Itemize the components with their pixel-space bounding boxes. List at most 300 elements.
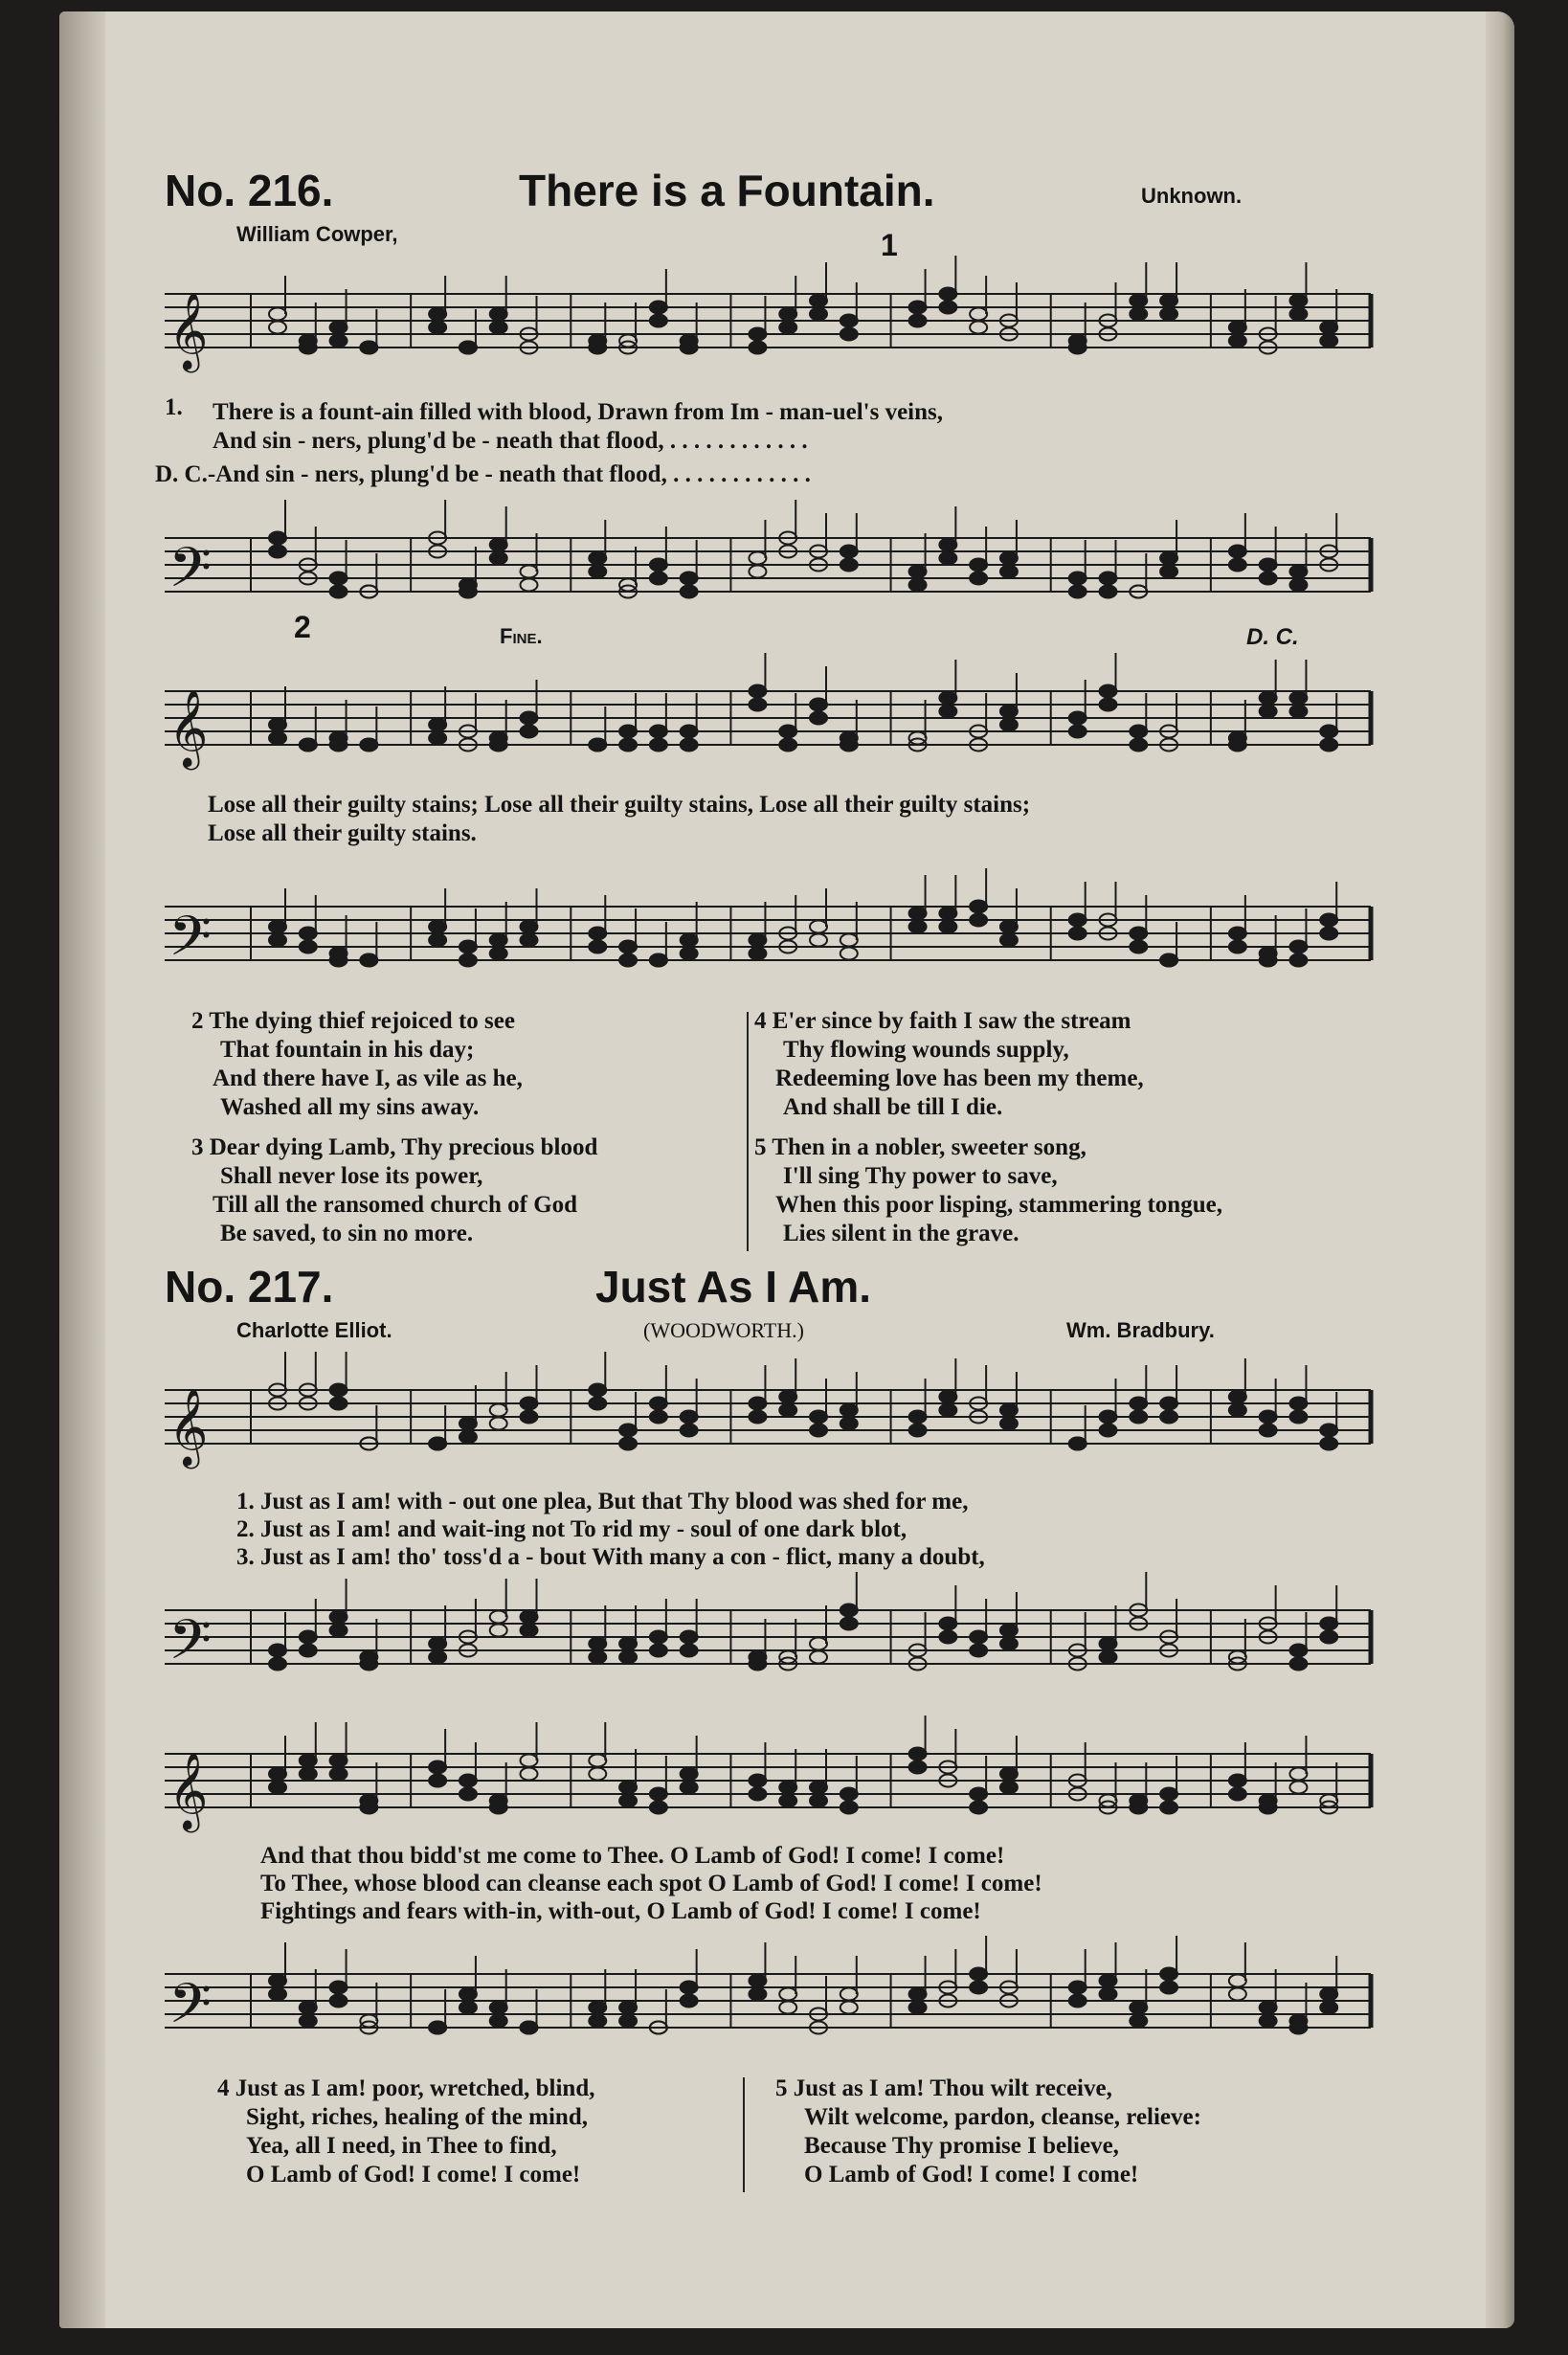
- note-head: [749, 1411, 766, 1424]
- note-head: [269, 732, 286, 745]
- note-head: [779, 1988, 796, 2001]
- clef-symbol: 𝄞: [168, 1751, 209, 1829]
- note-head: [269, 308, 286, 321]
- note-head: [1229, 322, 1246, 334]
- note-head: [1160, 295, 1177, 307]
- hymn-216-lyrics-line-1: There is a fount-ain filled with blood, Drawn from Im - man-uel's veins,: [213, 399, 944, 425]
- note-head: [490, 1418, 507, 1430]
- note-head: [1289, 706, 1307, 718]
- verse-number: 2: [191, 1008, 204, 1034]
- note-head: [970, 1631, 987, 1644]
- note-head: [269, 934, 286, 947]
- note-head: [1320, 1618, 1337, 1630]
- note-head: [330, 1768, 347, 1781]
- note-head: [1289, 692, 1307, 705]
- note-head: [840, 1418, 858, 1430]
- note-head: [1320, 335, 1337, 348]
- note-head: [939, 302, 956, 314]
- staff-217-1-bass: [165, 1581, 1428, 1696]
- note-head: [589, 2002, 606, 2014]
- note-head: [1000, 1418, 1018, 1430]
- hymn-216-author: William Cowper,: [236, 222, 398, 246]
- note-head: [939, 1404, 956, 1417]
- note-head: [650, 315, 667, 327]
- note-head: [779, 726, 796, 738]
- hymn-216-number: No. 216.: [165, 166, 334, 215]
- note-head: [681, 1631, 698, 1644]
- verse-line: Be saved, to sin no more.: [220, 1221, 474, 1246]
- note-head: [1130, 928, 1147, 940]
- verse-line: Shall never lose its power,: [220, 1163, 483, 1189]
- note-head: [1260, 692, 1277, 705]
- note-head: [840, 315, 858, 327]
- note-head: [589, 941, 606, 953]
- note-head: [589, 928, 606, 940]
- note-head: [300, 928, 317, 940]
- note-head: [459, 1431, 477, 1444]
- clef-symbol: 𝄞: [168, 688, 209, 767]
- note-head: [269, 921, 286, 933]
- note-head: [1130, 295, 1147, 307]
- note-head: [1069, 586, 1086, 598]
- note-head: [909, 566, 927, 578]
- note-head: [521, 1625, 538, 1637]
- note-head: [490, 539, 507, 551]
- note-head: [840, 739, 858, 751]
- note-head: [1229, 1404, 1246, 1417]
- note-head: [840, 1802, 858, 1814]
- clef-symbol: 𝄢: [168, 904, 213, 982]
- note-head: [1130, 2015, 1147, 2028]
- note-head: [909, 1748, 927, 1761]
- note-head: [269, 1768, 286, 1781]
- note-head: [300, 739, 317, 751]
- note-head: [589, 1384, 606, 1397]
- note-head: [810, 1411, 827, 1424]
- note-head: [521, 566, 538, 578]
- note-head: [1000, 1625, 1018, 1637]
- note-head: [1260, 559, 1277, 572]
- note-head: [810, 1638, 827, 1650]
- note-head: [939, 692, 956, 705]
- note-head: [1100, 1651, 1117, 1664]
- hymn-217-verses-right: [775, 2075, 1201, 2189]
- note-head: [490, 2015, 507, 2028]
- note-head: [300, 1631, 317, 1644]
- note-head: [1160, 308, 1177, 321]
- note-head: [749, 328, 766, 341]
- note-head: [970, 901, 987, 913]
- note-head: [1229, 941, 1246, 953]
- verse-number: 5: [775, 2075, 788, 2101]
- verse-line: Then in a nobler, sweeter song,: [772, 1134, 1086, 1160]
- note-head: [330, 1611, 347, 1624]
- clef-symbol: 𝄢: [168, 1607, 213, 1686]
- note-head: [429, 1638, 446, 1650]
- note-head: [1320, 739, 1337, 751]
- note-head: [1160, 1411, 1177, 1424]
- note-head: [1100, 1638, 1117, 1650]
- note-head: [681, 934, 698, 947]
- note-head: [429, 719, 446, 731]
- note-head: [1260, 572, 1277, 585]
- note-head: [939, 706, 956, 718]
- note-head: [939, 908, 956, 920]
- note-head: [1000, 1782, 1018, 1794]
- note-head: [490, 322, 507, 334]
- hymn-217-lyrics-a: [236, 1488, 985, 1571]
- note-head: [1069, 914, 1086, 927]
- note-head: [1289, 2022, 1307, 2034]
- note-head: [810, 934, 827, 947]
- hymn-217-title: Just As I Am.: [595, 1262, 871, 1312]
- note-head: [269, 532, 286, 545]
- note-head: [521, 1411, 538, 1424]
- book-gutter: [59, 11, 105, 2328]
- clef-symbol: 𝄢: [168, 1971, 213, 2050]
- note-head: [681, 1768, 698, 1781]
- note-head: [429, 732, 446, 745]
- note-head: [1100, 586, 1117, 598]
- note-head: [650, 954, 667, 967]
- note-head: [650, 1398, 667, 1410]
- note-head: [749, 566, 766, 578]
- note-head: [681, 1411, 698, 1424]
- hymn-216-composer: Unknown.: [1141, 184, 1243, 208]
- note-head: [840, 328, 858, 341]
- dc-marking: D. C.: [1246, 624, 1299, 650]
- note-head: [650, 1631, 667, 1644]
- hymn-216-title: There is a Fountain.: [519, 166, 935, 215]
- note-head: [749, 685, 766, 698]
- note-head: [490, 739, 507, 751]
- note-head: [970, 1788, 987, 1801]
- note-head: [1160, 1788, 1177, 1801]
- note-head: [1000, 934, 1018, 947]
- note-head: [1130, 1411, 1147, 1424]
- note-head: [650, 559, 667, 572]
- note-head: [681, 1645, 698, 1657]
- note-head: [1289, 579, 1307, 592]
- note-head: [490, 948, 507, 960]
- note-head: [779, 1391, 796, 1403]
- note-head: [1100, 1424, 1117, 1437]
- note-head: [521, 1398, 538, 1410]
- note-head: [1260, 1411, 1277, 1424]
- lyric-line: Fightings and fears with-in, with-out, O Lamb of God! I come! I come!: [260, 1898, 981, 1924]
- note-head: [650, 1411, 667, 1424]
- note-head: [749, 699, 766, 711]
- note-head: [810, 1424, 827, 1437]
- hymn-217-verses-left: [217, 2075, 595, 2189]
- note-head: [909, 1411, 927, 1424]
- note-head: [749, 934, 766, 947]
- verse-divider: [743, 2077, 745, 2192]
- note-head: [619, 1795, 637, 1807]
- note-head: [909, 2002, 927, 2014]
- note-head: [1289, 1658, 1307, 1671]
- note-head: [330, 739, 347, 751]
- note-head: [521, 726, 538, 738]
- note-head: [810, 295, 827, 307]
- note-head: [1320, 322, 1337, 334]
- staff-216-2-bass: [165, 878, 1428, 993]
- clef-symbol: 𝄞: [168, 291, 209, 370]
- note-head: [1260, 706, 1277, 718]
- note-head: [1229, 1775, 1246, 1787]
- note-head: [1289, 308, 1307, 321]
- note-head: [681, 726, 698, 738]
- note-head: [619, 726, 637, 738]
- verse-line: I'll sing Thy power to save,: [783, 1163, 1058, 1189]
- note-head: [749, 948, 766, 960]
- note-head: [459, 586, 477, 598]
- note-head: [429, 1775, 446, 1787]
- note-head: [779, 1404, 796, 1417]
- verse-line: Dear dying Lamb, Thy precious blood: [209, 1134, 598, 1160]
- verse-line: Lies silent in the grave.: [783, 1221, 1019, 1246]
- note-head: [360, 954, 377, 967]
- note-head: [939, 552, 956, 565]
- note-head: [1130, 726, 1147, 738]
- note-head: [650, 1802, 667, 1814]
- note-head: [490, 308, 507, 321]
- note-head: [330, 572, 347, 585]
- note-head: [650, 302, 667, 314]
- note-head: [749, 1398, 766, 1410]
- note-head: [429, 1651, 446, 1664]
- note-head: [810, 712, 827, 725]
- note-head: [840, 934, 858, 947]
- note-head: [1130, 739, 1147, 751]
- verse-number: 4: [754, 1008, 767, 1034]
- note-head: [970, 322, 987, 334]
- note-head: [1160, 552, 1177, 565]
- verse-line: Sight, riches, healing of the mind,: [246, 2104, 588, 2130]
- note-head: [749, 552, 766, 565]
- note-head: [300, 2002, 317, 2014]
- hymn-217-tune: (WOODWORTH.): [643, 1318, 804, 1342]
- note-head: [521, 1768, 538, 1781]
- note-head: [429, 1438, 446, 1450]
- note-head: [619, 941, 637, 953]
- note-head: [589, 1651, 606, 1664]
- note-head: [459, 954, 477, 967]
- note-head: [1130, 2002, 1147, 2014]
- note-head: [650, 1788, 667, 1801]
- note-head: [521, 934, 538, 947]
- note-head: [1289, 1645, 1307, 1657]
- note-head: [1069, 726, 1086, 738]
- verse-line: O Lamb of God! I come! I come!: [246, 2162, 581, 2187]
- staff-216-1-treble: [165, 265, 1428, 380]
- note-head: [1320, 726, 1337, 738]
- note-head: [1160, 1802, 1177, 1814]
- note-head: [749, 1788, 766, 1801]
- note-head: [619, 1424, 637, 1437]
- note-head: [1000, 1404, 1018, 1417]
- note-head: [619, 2002, 637, 2014]
- note-head: [650, 739, 667, 751]
- note-head: [360, 1802, 377, 1814]
- note-head: [459, 941, 477, 953]
- note-head: [330, 586, 347, 598]
- note-head: [1260, 1424, 1277, 1437]
- hymn-216-refrain-line-1: Lose all their guilty stains; Lose all their guilty stains, Lose all their guilty stains;: [208, 792, 1031, 818]
- note-head: [909, 302, 927, 314]
- hymn-217-author: Charlotte Elliot.: [236, 1318, 392, 1342]
- note-head: [939, 539, 956, 551]
- note-head: [429, 322, 446, 334]
- note-head: [681, 572, 698, 585]
- note-head: [1160, 1982, 1177, 1994]
- note-head: [1320, 1631, 1337, 1644]
- note-head: [840, 1988, 858, 2001]
- note-head: [1289, 954, 1307, 967]
- hymn-217-lyrics-b: [260, 1842, 1042, 1925]
- note-head: [1260, 1802, 1277, 1814]
- note-head: [330, 1398, 347, 1410]
- note-head: [589, 1755, 606, 1767]
- note-head: [1229, 1975, 1246, 1987]
- note-head: [619, 954, 637, 967]
- note-head: [459, 1775, 477, 1787]
- note-head: [1069, 712, 1086, 725]
- note-head: [779, 1795, 796, 1807]
- note-head: [1069, 1438, 1086, 1450]
- note-head: [1320, 1438, 1337, 1450]
- page-edges: [1486, 11, 1514, 2328]
- note-head: [939, 1391, 956, 1403]
- note-head: [749, 342, 766, 354]
- note-head: [330, 1982, 347, 1994]
- note-head: [1160, 1398, 1177, 1410]
- note-head: [269, 322, 286, 334]
- note-head: [970, 572, 987, 585]
- note-head: [429, 308, 446, 321]
- note-head: [330, 1625, 347, 1637]
- note-head: [459, 2002, 477, 2014]
- note-head: [970, 914, 987, 927]
- note-head: [1229, 559, 1246, 572]
- note-head: [909, 1988, 927, 2001]
- note-head: [269, 719, 286, 731]
- note-head: [681, 739, 698, 751]
- note-head: [840, 1788, 858, 1801]
- note-head: [1069, 1982, 1086, 1994]
- note-head: [1320, 1424, 1337, 1437]
- note-head: [1289, 566, 1307, 578]
- note-head: [650, 1645, 667, 1657]
- note-head: [939, 288, 956, 301]
- note-head: [490, 1611, 507, 1624]
- note-head: [1229, 1391, 1246, 1403]
- verse-block: [191, 1133, 597, 1248]
- verse-line: Because Thy promise I believe,: [804, 2133, 1119, 2159]
- hymn-216-refrain-line-2: Lose all their guilty stains.: [208, 820, 477, 846]
- note-head: [589, 566, 606, 578]
- note-head: [619, 2015, 637, 2028]
- note-head: [909, 921, 927, 933]
- note-head: [681, 1782, 698, 1794]
- note-head: [360, 739, 377, 751]
- note-head: [1100, 1975, 1117, 1987]
- note-head: [840, 559, 858, 572]
- note-head: [1229, 335, 1246, 348]
- verse-line: O Lamb of God! I come! I come!: [804, 2162, 1139, 2187]
- verse-line: When this poor lisping, stammering tongue,: [775, 1192, 1222, 1218]
- verse-line: And shall be till I die.: [783, 1094, 1003, 1120]
- note-head: [429, 2022, 446, 2034]
- hymn-216-verses-left: [191, 1007, 597, 1248]
- note-head: [300, 342, 317, 354]
- lyric-line: 2. Just as I am! and wait-ing not To rid my - soul of one dark blot,: [236, 1516, 907, 1542]
- note-head: [749, 1975, 766, 1987]
- note-head: [490, 1625, 507, 1637]
- verse-number: 5: [754, 1134, 767, 1160]
- note-head: [1069, 572, 1086, 585]
- note-head: [810, 308, 827, 321]
- note-head: [840, 2002, 858, 2014]
- note-head: [810, 1651, 827, 1664]
- note-head: [330, 1755, 347, 1767]
- note-head: [300, 2015, 317, 2028]
- verse-block: [191, 1007, 597, 1122]
- note-head: [840, 1604, 858, 1617]
- note-head: [490, 1404, 507, 1417]
- verse-line: Just as I am! Thou wilt receive,: [793, 2075, 1112, 2101]
- note-head: [1100, 572, 1117, 585]
- note-head: [779, 308, 796, 321]
- note-head: [330, 1995, 347, 2007]
- note-head: [681, 342, 698, 354]
- note-head: [1320, 1988, 1337, 2001]
- verse-line: Wilt welcome, pardon, cleanse, relieve:: [804, 2104, 1201, 2130]
- note-head: [1289, 1411, 1307, 1424]
- note-head: [840, 948, 858, 960]
- note-head: [269, 1658, 286, 1671]
- hymnal-page: [59, 11, 1514, 2328]
- staff-217-1-treble: [165, 1361, 1428, 1476]
- note-head: [650, 572, 667, 585]
- note-head: [1100, 1988, 1117, 2001]
- note-head: [490, 552, 507, 565]
- note-head: [459, 342, 477, 354]
- note-head: [619, 739, 637, 751]
- note-head: [970, 1982, 987, 1994]
- note-head: [1229, 1788, 1246, 1801]
- note-head: [589, 1398, 606, 1410]
- first-ending-mark: 1: [881, 228, 898, 262]
- staff-217-2-treble: [165, 1725, 1428, 1840]
- hymn-217-number: No. 217.: [165, 1262, 334, 1312]
- note-head: [909, 579, 927, 592]
- note-head: [619, 1782, 637, 1794]
- note-head: [490, 934, 507, 947]
- lyric-line: And that thou bidd'st me come to Thee. O Lamb of God! I come! I come!: [260, 1843, 1005, 1869]
- lyric-line: 1. Just as I am! with - out one plea, But that Thy blood was shed for me,: [236, 1489, 969, 1514]
- second-ending-mark: 2: [294, 610, 311, 644]
- note-head: [589, 552, 606, 565]
- note-head: [1130, 308, 1147, 321]
- note-head: [970, 1802, 987, 1814]
- staff-216-2-treble: [165, 662, 1428, 777]
- note-head: [1130, 1398, 1147, 1410]
- note-head: [1069, 1995, 1086, 2007]
- note-head: [1229, 928, 1246, 940]
- verse-line: Just as I am! poor, wretched, blind,: [235, 2075, 595, 2101]
- note-head: [779, 2002, 796, 2014]
